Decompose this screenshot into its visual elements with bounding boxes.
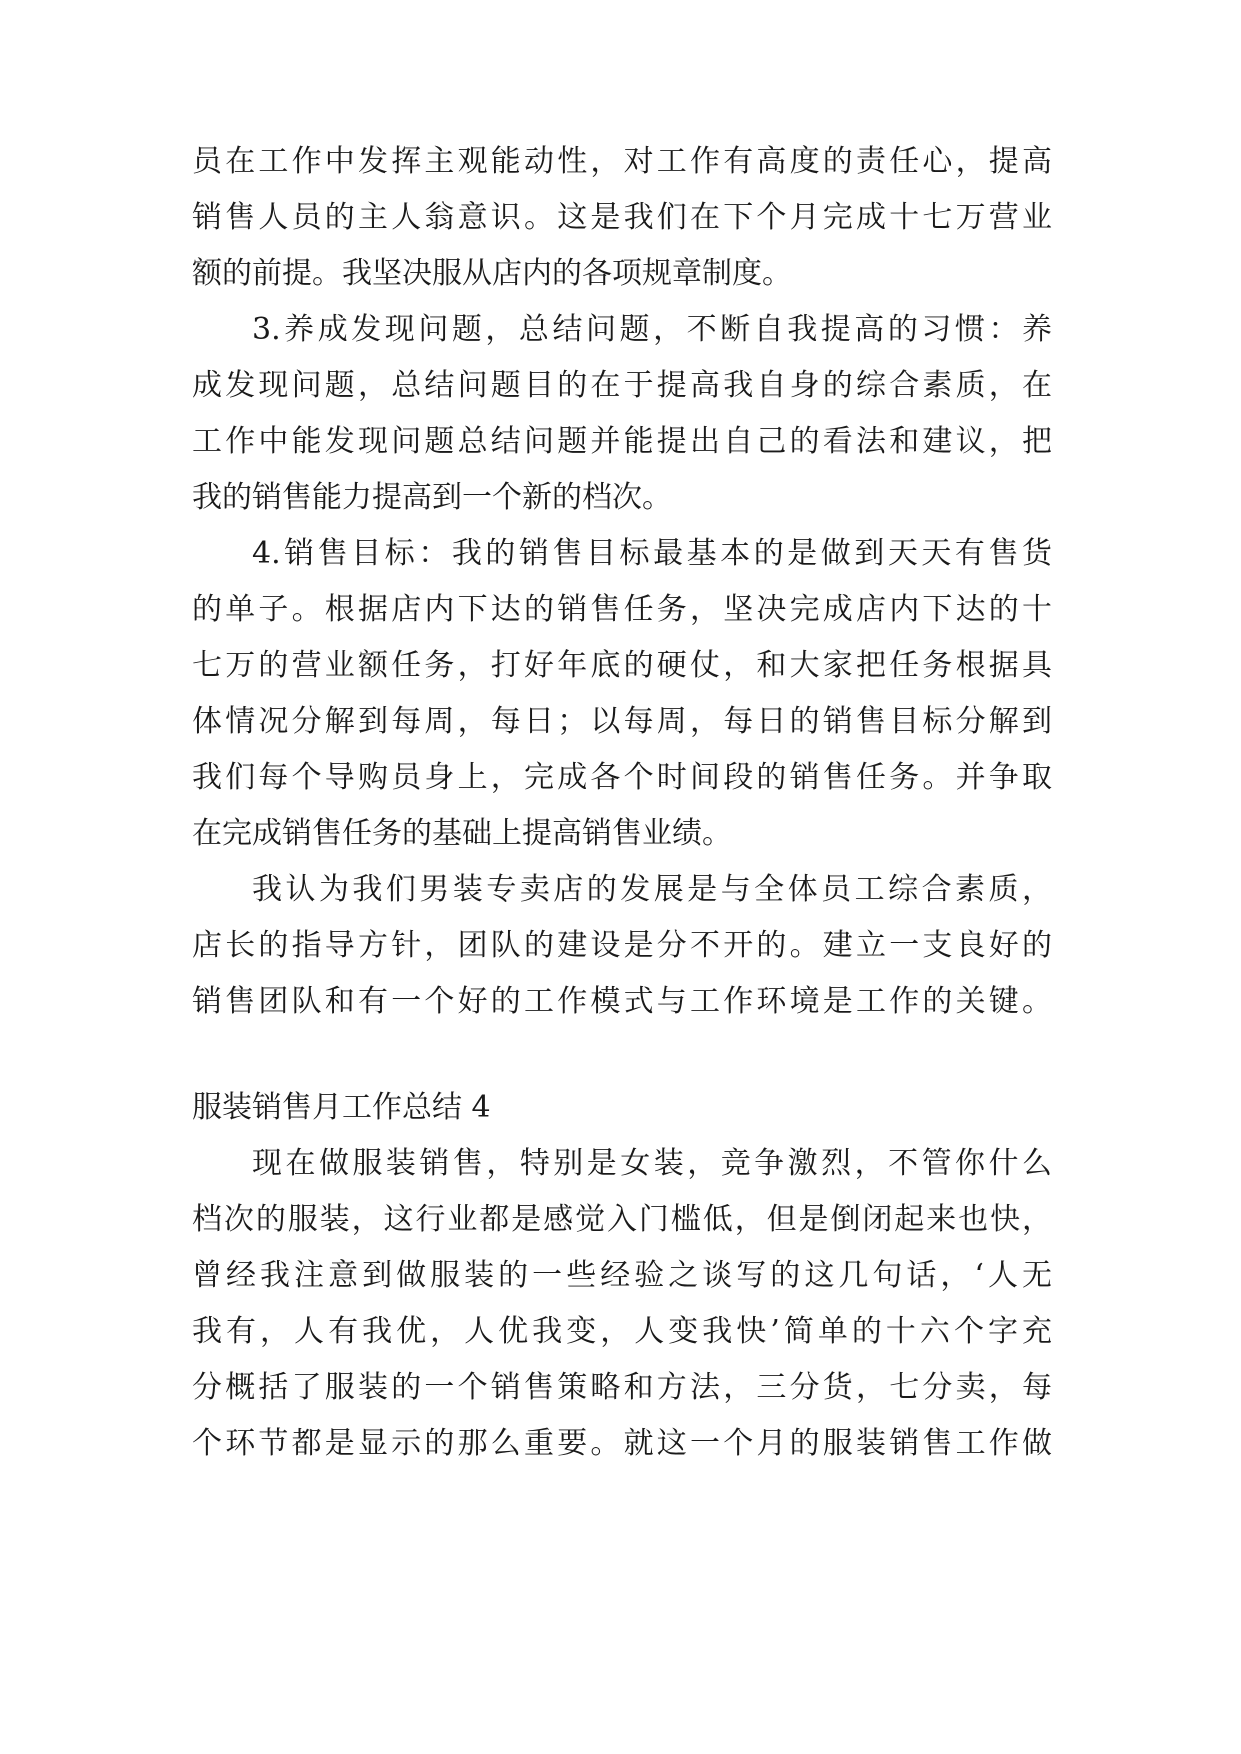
- body-text-line: 档次的服装，这行业都是感觉入门槛低，但是倒闭起来也快，: [192, 1202, 1052, 1237]
- body-text-line: 在完成销售任务的基础上提高销售业绩。: [192, 816, 732, 851]
- body-text-line: 工作中能发现问题总结问题并能提出自己的看法和建议，把: [192, 424, 1052, 459]
- body-text-line: 额的前提。我坚决服从店内的各项规章制度。: [192, 256, 792, 291]
- body-text-line: 成发现问题，总结问题目的在于提高我自身的综合素质，在: [192, 368, 1052, 403]
- body-text-line: 销售团队和有一个好的工作模式与工作环境是工作的关键。: [192, 984, 1052, 1019]
- body-text-line: 销售人员的主人翁意识。这是我们在下个月完成十七万营业: [192, 200, 1052, 235]
- body-text-line: 个环节都是显示的那么重要。就这一个月的服装销售工作做: [192, 1426, 1052, 1461]
- body-text-line: 体情况分解到每周，每日；以每周，每日的销售目标分解到: [192, 704, 1052, 739]
- body-text-line: 七万的营业额任务，打好年底的硬仗，和大家把任务根据具: [192, 648, 1052, 683]
- list-item-3-line: 3.养成发现问题，总结问题，不断自我提高的习惯：养: [252, 312, 1052, 347]
- paragraph-start-line: 现在做服装销售，特别是女装，竞争激烈，不管你什么: [252, 1146, 1052, 1181]
- body-text-line: 曾经我注意到做服装的一些经验之谈写的这几句话，‘人无: [192, 1258, 1052, 1293]
- body-text-line: 我的销售能力提高到一个新的档次。: [192, 480, 672, 515]
- paragraph-start-line: 我认为我们男装专卖店的发展是与全体员工综合素质，: [252, 872, 1052, 907]
- body-text-line: 的单子。根据店内下达的销售任务，坚决完成店内下达的十: [192, 592, 1052, 627]
- list-item-4-line: 4.销售目标：我的销售目标最基本的是做到天天有售货: [252, 536, 1052, 571]
- body-text-line: 分概括了服装的一个销售策略和方法，三分货，七分卖，每: [192, 1370, 1052, 1405]
- body-text-line: 店长的指导方针，团队的建设是分不开的。建立一支良好的: [192, 928, 1052, 963]
- body-text-line: 我有，人有我优，人优我变，人变我快’简单的十六个字充: [192, 1314, 1052, 1349]
- body-text-line: 我们每个导购员身上，完成各个时间段的销售任务。并争取: [192, 760, 1052, 795]
- section-heading: 服装销售月工作总结 4: [192, 1090, 491, 1125]
- body-text-line: 员在工作中发挥主观能动性，对工作有高度的责任心，提高: [192, 144, 1052, 179]
